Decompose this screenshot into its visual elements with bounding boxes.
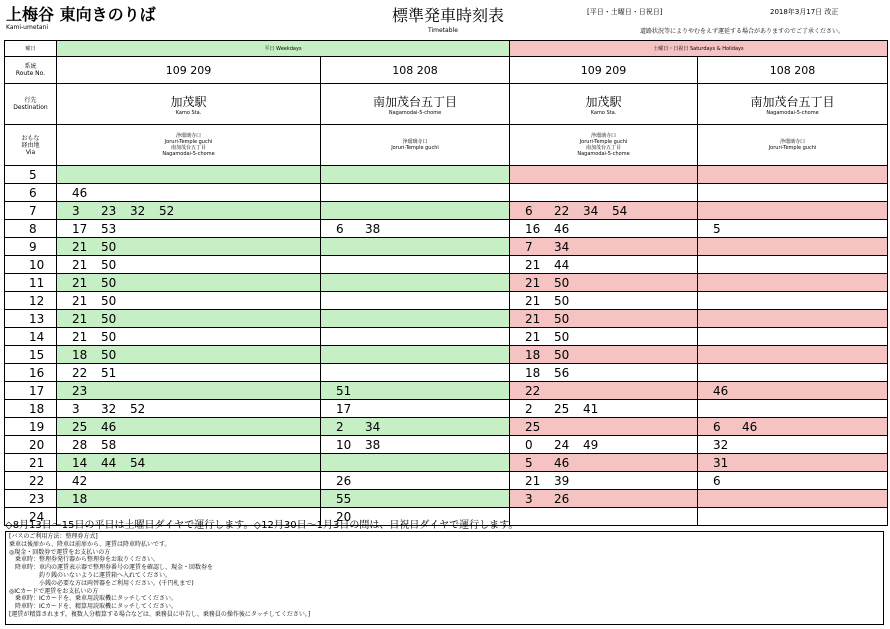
table-row <box>5 184 888 202</box>
minutes-cell <box>698 418 888 436</box>
departure-minute: 32 <box>130 203 146 218</box>
guide-line: ◎ICカードで運賃をお支払いの方 <box>9 587 99 595</box>
minutes-cell <box>321 400 510 418</box>
departure-minute: 21 <box>525 293 541 308</box>
hour-cell: 10 <box>5 256 57 274</box>
minutes-cell <box>57 328 321 346</box>
minutes-cell <box>57 472 321 490</box>
minutes-cell <box>510 400 698 418</box>
departure-minute: 16 <box>525 221 541 236</box>
departure-minute: 6 <box>525 203 533 218</box>
hour-cell: 22 <box>5 472 57 490</box>
departure-minute: 44 <box>554 257 570 272</box>
minutes-cell <box>698 274 888 292</box>
day-label: 曜日 <box>5 41 57 57</box>
minutes-cell <box>510 238 698 256</box>
departure-minute: 54 <box>612 203 628 218</box>
departure-minute: 46 <box>101 419 117 434</box>
minutes-cell <box>321 238 510 256</box>
minutes-cell <box>321 256 510 274</box>
minutes-cell <box>321 274 510 292</box>
guide-line: 降車時：ICカードを、精算用読取機にタッチしてください。 <box>9 603 177 611</box>
departure-minute: 6 <box>713 473 721 488</box>
route-number: 109 209 <box>510 57 698 84</box>
minutes-cell <box>510 436 698 454</box>
destination: 南加茂台五丁目 Nagamodai-5-chome <box>321 84 510 125</box>
hour-cell: 13 <box>5 310 57 328</box>
minutes-cell <box>321 310 510 328</box>
minutes-cell <box>510 364 698 382</box>
departure-minute: 50 <box>101 257 117 272</box>
route-label: 系統 Route No. <box>5 57 57 84</box>
guide-line: ◎現金・回数券で運賃をお支払いの方 <box>9 548 111 556</box>
departure-minute: 24 <box>554 437 570 452</box>
hour-cell: 14 <box>5 328 57 346</box>
minutes-cell <box>510 220 698 238</box>
departure-minute: 50 <box>101 293 117 308</box>
departure-minute: 3 <box>72 401 80 416</box>
minutes-cell <box>698 184 888 202</box>
minutes-cell <box>321 328 510 346</box>
departure-minute: 31 <box>713 455 729 470</box>
departure-minute: 50 <box>554 275 570 290</box>
departure-minute: 7 <box>525 239 533 254</box>
departure-minute: 53 <box>101 221 117 236</box>
departure-minute: 5 <box>713 221 721 236</box>
departure-minute: 17 <box>72 221 88 236</box>
table-row <box>5 328 888 346</box>
minutes-cell <box>510 454 698 472</box>
departure-minute: 21 <box>72 275 88 290</box>
minutes-cell <box>698 382 888 400</box>
departure-minute: 50 <box>101 311 117 326</box>
departure-minute: 23 <box>72 383 88 398</box>
departure-minute: 50 <box>554 347 570 362</box>
departure-minute: 0 <box>525 437 533 452</box>
schedule-footnote: ◇8月13日～15日の平日は土曜日ダイヤで運行します。◇12月30日～1月3日の間は、日祝日ダイヤで運行します。 <box>5 520 519 531</box>
holiday-header: 土曜日・日祝日 Saturdays & Holidays <box>510 41 888 57</box>
minutes-cell <box>321 472 510 490</box>
guide-line: 釣り銭のいないように運賃箱へ入れてください。 <box>9 571 172 579</box>
departure-minute: 32 <box>101 401 117 416</box>
minutes-cell <box>698 220 888 238</box>
hour-cell: 6 <box>5 184 57 202</box>
minutes-cell <box>321 418 510 436</box>
hour-cell: 15 <box>5 346 57 364</box>
hour-cell: 21 <box>5 454 57 472</box>
departure-minute: 22 <box>72 365 88 380</box>
via-stops: 浄瑠璃寺口 Joruri-Temple guchi 南加茂台五丁目 Nagamodai-5-chome <box>510 125 698 166</box>
departure-minute: 46 <box>554 221 570 236</box>
departure-minute: 54 <box>130 455 146 470</box>
departure-minute: 34 <box>554 239 570 254</box>
table-row <box>5 310 888 328</box>
departure-minute: 6 <box>713 419 721 434</box>
minutes-cell <box>321 292 510 310</box>
minutes-cell <box>510 382 698 400</box>
departure-minute: 3 <box>525 491 533 506</box>
table-row <box>5 346 888 364</box>
hour-cell: 23 <box>5 490 57 508</box>
hour-cell: 11 <box>5 274 57 292</box>
table-row <box>5 220 888 238</box>
departure-minute: 18 <box>525 365 541 380</box>
departure-minute: 50 <box>554 293 570 308</box>
stop-name: 上梅谷 東向きのりば <box>6 5 156 24</box>
hour-cell: 8 <box>5 220 57 238</box>
minutes-cell <box>510 328 698 346</box>
departure-minute: 34 <box>365 419 381 434</box>
departure-minute: 32 <box>713 437 729 452</box>
departure-minute: 51 <box>101 365 117 380</box>
table-row <box>5 238 888 256</box>
departure-minute: 44 <box>101 455 117 470</box>
route-number: 108 208 <box>698 57 888 84</box>
minutes-cell <box>698 202 888 220</box>
table-row <box>5 436 888 454</box>
departure-minute: 17 <box>336 401 352 416</box>
minutes-cell <box>57 346 321 364</box>
minutes-cell <box>698 328 888 346</box>
departure-minute: 20 <box>336 509 352 524</box>
minutes-cell <box>321 454 510 472</box>
departure-minute: 50 <box>554 329 570 344</box>
guide-line: 小銭の必要な方は両替器をご利用ください。(千円札まで) <box>9 579 194 587</box>
departure-minute: 50 <box>101 239 117 254</box>
minutes-cell <box>57 436 321 454</box>
departure-minute: 21 <box>525 473 541 488</box>
stop-romaji: Kami-umetani <box>6 24 49 31</box>
minutes-cell <box>321 436 510 454</box>
via-stops: 浄瑠璃寺口 Joruri-Temple guchi <box>321 125 510 166</box>
departure-minute: 25 <box>72 419 88 434</box>
departure-minute: 52 <box>130 401 146 416</box>
departure-minute: 23 <box>101 203 117 218</box>
departure-minute: 38 <box>365 437 381 452</box>
minutes-cell <box>698 238 888 256</box>
hour-cell: 24 <box>5 508 57 526</box>
hour-cell: 17 <box>5 382 57 400</box>
revision-date: 2018年3月17日 改正 <box>770 8 839 16</box>
hour-cell: 12 <box>5 292 57 310</box>
departure-minute: 55 <box>336 491 352 506</box>
day-types-label: [平日・土曜日・日祝日] <box>587 8 663 16</box>
departure-minute: 25 <box>525 419 541 434</box>
departure-minute: 56 <box>554 365 570 380</box>
route-number: 108 208 <box>321 57 510 84</box>
minutes-cell <box>321 202 510 220</box>
hour-cell: 7 <box>5 202 57 220</box>
minutes-cell <box>57 202 321 220</box>
minutes-cell <box>698 508 888 526</box>
minutes-cell <box>510 418 698 436</box>
minutes-cell <box>321 220 510 238</box>
hour-cell: 19 <box>5 418 57 436</box>
departure-minute: 18 <box>72 347 88 362</box>
destination: 加茂駅 Kamo Sta. <box>57 84 321 125</box>
minutes-cell <box>698 256 888 274</box>
departure-minute: 42 <box>72 473 88 488</box>
table-row <box>5 472 888 490</box>
departure-minute: 46 <box>554 455 570 470</box>
guide-line: 乗車時：ICカードを、乗車用読取機にタッチしてください。 <box>9 595 177 603</box>
minutes-cell <box>510 292 698 310</box>
minutes-cell <box>57 184 321 202</box>
departure-minute: 46 <box>713 383 729 398</box>
minutes-cell <box>57 418 321 436</box>
minutes-cell <box>321 346 510 364</box>
table-row <box>5 454 888 472</box>
departure-minute: 28 <box>72 437 88 452</box>
minutes-cell <box>510 310 698 328</box>
departure-minute: 21 <box>72 311 88 326</box>
table-row <box>5 400 888 418</box>
departure-minute: 14 <box>72 455 88 470</box>
departure-minute: 21 <box>525 329 541 344</box>
departure-minute: 21 <box>72 293 88 308</box>
departure-minute: 46 <box>742 419 758 434</box>
departure-minute: 49 <box>583 437 599 452</box>
via-stops: 浄瑠璃寺口 Joruri-Temple guchi 南加茂台五丁目 Nagamodai-5-chome <box>57 125 321 166</box>
departure-minute: 50 <box>101 347 117 362</box>
minutes-cell <box>510 202 698 220</box>
destination: 南加茂台五丁目 Nagamodai-5-chome <box>698 84 888 125</box>
minutes-cell <box>57 310 321 328</box>
departure-minute: 50 <box>101 275 117 290</box>
departure-minute: 38 <box>365 221 381 236</box>
destination: 加茂駅 Kamo Sta. <box>510 84 698 125</box>
departure-minute: 2 <box>336 419 344 434</box>
minutes-cell <box>698 400 888 418</box>
minutes-cell <box>321 166 510 184</box>
departure-minute: 21 <box>525 311 541 326</box>
hour-cell: 18 <box>5 400 57 418</box>
delay-notice: 道路状況等によりやむをえず運延する場合がありますのでご了承ください。 <box>640 28 845 35</box>
minutes-cell <box>321 382 510 400</box>
minutes-cell <box>698 310 888 328</box>
page-subtitle: Timetable <box>428 27 458 34</box>
hour-cell: 16 <box>5 364 57 382</box>
departure-minute: 58 <box>101 437 117 452</box>
departure-minute: 25 <box>554 401 570 416</box>
via-stops: 浄瑠璃寺口 Joruri-Temple guchi <box>698 125 888 166</box>
departure-minute: 22 <box>525 383 541 398</box>
departure-minute: 50 <box>101 329 117 344</box>
guide-line: 乗車時：整理券発行器から整理券をお取りください。 <box>9 556 160 564</box>
minutes-cell <box>510 256 698 274</box>
table-row <box>5 256 888 274</box>
departure-minute: 39 <box>554 473 570 488</box>
minutes-cell <box>57 454 321 472</box>
minutes-cell <box>510 166 698 184</box>
minutes-cell <box>510 184 698 202</box>
departure-minute: 21 <box>525 257 541 272</box>
minutes-cell <box>510 472 698 490</box>
minutes-cell <box>698 490 888 508</box>
minutes-cell <box>57 490 321 508</box>
minutes-cell <box>57 256 321 274</box>
guide-line: 乗車は後扉から、降車は前扉から、運賃は降車時払いです。 <box>9 540 171 548</box>
departure-minute: 34 <box>583 203 599 218</box>
departure-minute: 5 <box>525 455 533 470</box>
minutes-cell <box>698 364 888 382</box>
minutes-cell <box>698 454 888 472</box>
hour-cell: 5 <box>5 166 57 184</box>
weekday-header: 平日 Weekdays <box>57 41 510 57</box>
minutes-cell <box>698 166 888 184</box>
minutes-cell <box>57 382 321 400</box>
departure-minute: 41 <box>583 401 599 416</box>
departure-minute: 3 <box>72 203 80 218</box>
minutes-cell <box>57 274 321 292</box>
minutes-cell <box>57 166 321 184</box>
departure-minute: 46 <box>72 185 88 200</box>
table-row <box>5 202 888 220</box>
departure-minute: 6 <box>336 221 344 236</box>
minutes-cell <box>321 184 510 202</box>
via-label: おもな 経由地 Via <box>5 125 57 166</box>
minutes-cell <box>698 292 888 310</box>
minutes-cell <box>57 400 321 418</box>
minutes-cell <box>510 274 698 292</box>
minutes-cell <box>698 346 888 364</box>
departure-minute: 18 <box>72 491 88 506</box>
departure-minute: 50 <box>554 311 570 326</box>
departure-minute: 51 <box>336 383 352 398</box>
table-row <box>5 274 888 292</box>
table-row <box>5 490 888 508</box>
guide-line: 降車時：車内の運賃表示器で整理券番号の運賃を確認し、現金・回数券を <box>9 564 214 572</box>
table-row <box>5 292 888 310</box>
minutes-cell <box>321 364 510 382</box>
departure-minute: 52 <box>159 203 175 218</box>
minutes-cell <box>510 346 698 364</box>
table-row <box>5 166 888 184</box>
departure-minute: 22 <box>554 203 570 218</box>
minutes-cell <box>57 364 321 382</box>
departure-minute: 26 <box>554 491 570 506</box>
minutes-cell <box>57 238 321 256</box>
minutes-cell <box>57 220 321 238</box>
boarding-guide <box>5 531 884 625</box>
table-row <box>5 364 888 382</box>
page-title: 標準発車時刻表 <box>392 6 505 25</box>
departure-minute: 21 <box>72 329 88 344</box>
departure-minute: 21 <box>525 275 541 290</box>
minutes-cell <box>321 490 510 508</box>
minutes-cell <box>510 508 698 526</box>
minutes-cell <box>510 490 698 508</box>
route-number: 109 209 <box>57 57 321 84</box>
minutes-cell <box>698 472 888 490</box>
timetable <box>4 40 888 526</box>
minutes-cell <box>57 292 321 310</box>
departure-minute: 10 <box>336 437 352 452</box>
departure-minute: 18 <box>525 347 541 362</box>
minutes-cell <box>698 436 888 454</box>
table-row <box>5 382 888 400</box>
hour-cell: 9 <box>5 238 57 256</box>
guide-line: [運賃が精算されます。複数人分精算する場合などは、乗務員に申告し、乗務員の操作後にタッチしてください。] <box>9 610 311 618</box>
departure-minute: 21 <box>72 239 88 254</box>
departure-minute: 2 <box>525 401 533 416</box>
hour-cell: 20 <box>5 436 57 454</box>
departure-minute: 21 <box>72 257 88 272</box>
departure-minute: 26 <box>336 473 352 488</box>
guide-line: [バスのご利用方法：整理券方式] <box>9 533 98 540</box>
table-row <box>5 418 888 436</box>
destination-label: 行先 Destination <box>5 84 57 125</box>
